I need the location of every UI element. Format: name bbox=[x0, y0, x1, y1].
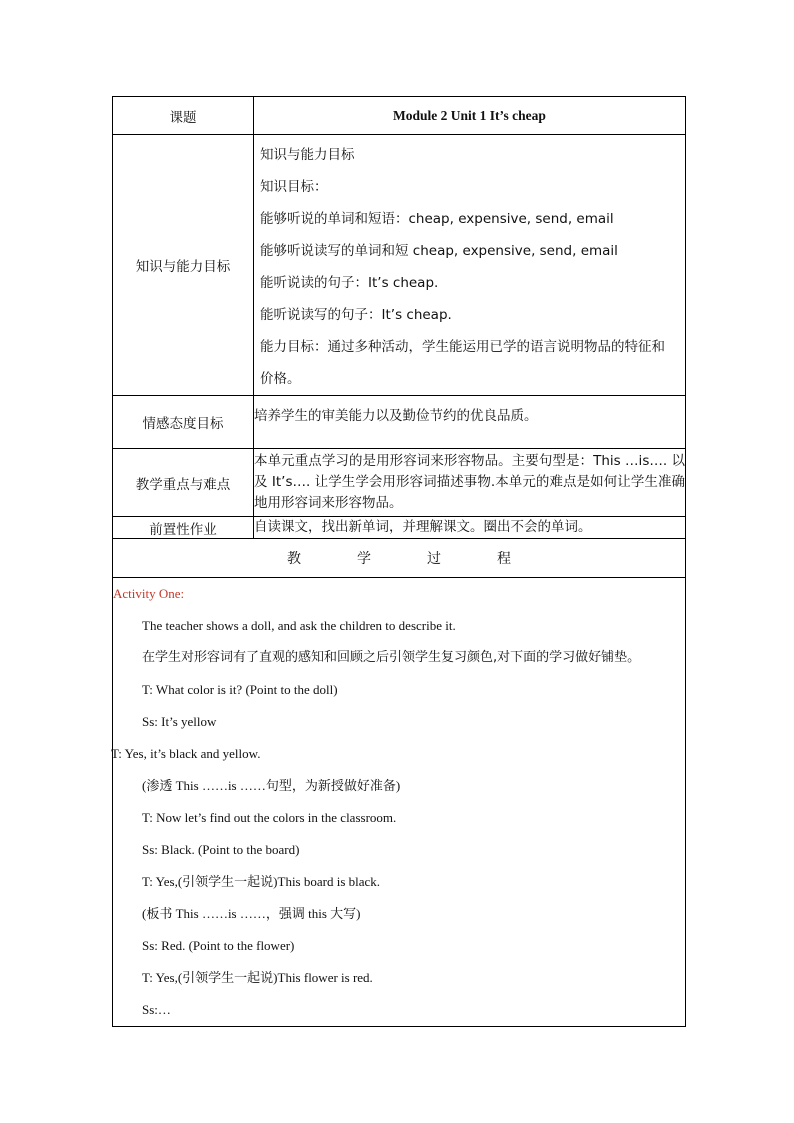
objectives-line: 价格。 bbox=[260, 371, 301, 387]
objectives-line: 知识与能力目标 bbox=[260, 147, 355, 163]
lesson-plan-table bbox=[112, 96, 686, 1027]
process-char: 学 bbox=[357, 551, 371, 567]
process-heading bbox=[113, 539, 686, 578]
activity-line: (渗透 This ……is ……句型，为新授做好准备) bbox=[142, 778, 401, 793]
objectives-line: 能力目标：通过多种活动，学生能运用已学的语言说明物品的特征和 bbox=[260, 339, 665, 355]
attitude-text: 培养学生的审美能力以及勤俭节约的优良品质。 bbox=[254, 396, 686, 449]
activity-line: T: Yes, it’s black and yellow. bbox=[111, 746, 261, 761]
process-char: 过 bbox=[427, 551, 441, 567]
row-homework bbox=[113, 517, 686, 539]
objectives-line: 知识目标： bbox=[260, 179, 328, 195]
activity-line: T: Yes,(引领学生一起说)This board is black. bbox=[142, 874, 381, 889]
objectives-label: 知识与能力目标 bbox=[113, 135, 254, 396]
activity-line: 在学生对形容词有了直观的感知和回顾之后引领学生复习颜色,对下面的学习做好铺垫。 bbox=[142, 650, 641, 665]
activity-heading: Activity One: bbox=[113, 586, 185, 601]
objectives-line: 能听说读的句子：It’s cheap. bbox=[260, 275, 439, 291]
activity-line: T: Now let’s find out the colors in the classroom. bbox=[142, 810, 397, 825]
attitude-label: 情感态度目标 bbox=[113, 396, 254, 449]
row-objectives bbox=[113, 135, 686, 396]
row-process-heading bbox=[113, 539, 686, 578]
activity-line: Ss: Black. (Point to the board) bbox=[142, 842, 300, 857]
row-keypoints bbox=[113, 449, 686, 517]
activity-line: The teacher shows a doll, and ask the children to describe it. bbox=[142, 618, 456, 633]
row-activity bbox=[113, 578, 686, 1027]
activity-line: Ss: Red. (Point to the flower) bbox=[142, 938, 295, 953]
process-char: 教 bbox=[287, 551, 301, 567]
process-char: 程 bbox=[497, 551, 511, 567]
keypoints-label: 教学重点与难点 bbox=[113, 449, 254, 517]
objectives-line: 能听说读写的句子：It’s cheap. bbox=[260, 307, 452, 323]
activity-line: Ss: It’s yellow bbox=[142, 714, 217, 729]
activity-content bbox=[113, 578, 686, 1027]
keypoints-text: 本单元重点学习的是用形容词来形容物品。主要句型是：This …is…. 以及 It’s…. 让学生学会用形容词描述事物.本单元的难点是如何让学生准确地用形容词来形容物品。 bbox=[254, 449, 686, 517]
row-attitude bbox=[113, 396, 686, 449]
activity-line: Ss:… bbox=[142, 1002, 171, 1017]
activity-line: T: What color is it? (Point to the doll) bbox=[142, 682, 338, 697]
homework-label: 前置性作业 bbox=[113, 517, 254, 539]
topic-label: 课题 bbox=[113, 97, 254, 135]
objectives-line: 能够听说读写的单词和短 cheap, expensive, send, email bbox=[260, 243, 618, 259]
objectives-content bbox=[254, 135, 686, 396]
row-topic bbox=[113, 97, 686, 135]
homework-text: 自读课文，找出新单词，并理解课文。圈出不会的单词。 bbox=[254, 517, 686, 539]
activity-line: (板书 This ……is ……，强调 this 大写) bbox=[142, 906, 361, 921]
objectives-line: 能够听说的单词和短语：cheap, expensive, send, email bbox=[260, 211, 614, 227]
activity-line: T: Yes,(引领学生一起说)This flower is red. bbox=[142, 970, 373, 985]
lesson-title: Module 2 Unit 1 It’s cheap bbox=[254, 97, 686, 135]
